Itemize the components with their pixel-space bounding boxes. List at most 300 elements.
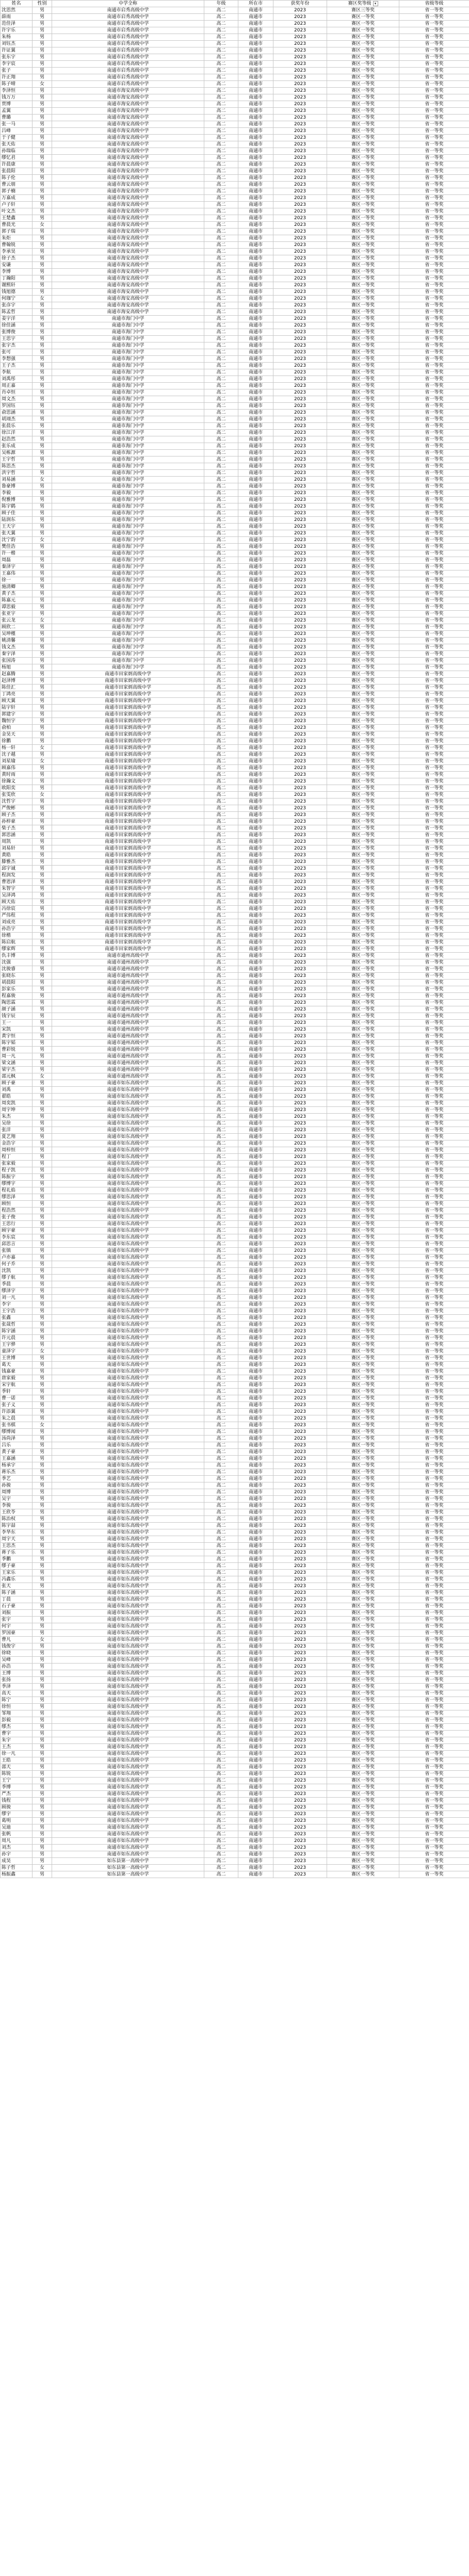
cell-region-award: 赛区一等奖 — [327, 584, 399, 591]
cell-name: 顾子佳 — [1, 510, 33, 517]
cell-name: 陈子伦 — [1, 175, 33, 182]
cell-gender: 男 — [33, 490, 52, 497]
table-row — [1, 1140, 469, 1147]
cell-grade: 高二 — [204, 423, 238, 430]
table-row — [1, 396, 469, 403]
cell-region-award: 赛区一等奖 — [327, 155, 399, 161]
cell-city: 南通市 — [238, 1650, 273, 1657]
cell-grade: 高二 — [204, 1751, 238, 1757]
cell-name: 程浩然 — [1, 1208, 33, 1214]
cell-gender: 男 — [33, 1697, 52, 1704]
header-row — [1, 1, 469, 7]
cell-province-award: 省一等奖 — [399, 148, 469, 155]
cell-grade: 高二 — [204, 1187, 238, 1194]
cell-city: 南通市 — [238, 738, 273, 745]
cell-province-award: 省一等奖 — [399, 664, 469, 671]
cell-name: 张宇杰 — [1, 343, 33, 349]
cell-province-award: 省一等奖 — [399, 1154, 469, 1161]
table-row — [1, 1248, 469, 1254]
cell-year: 2023 — [273, 1342, 327, 1348]
table-row — [1, 678, 469, 684]
cell-gender: 男 — [33, 1261, 52, 1268]
cell-gender: 男 — [33, 892, 52, 899]
cell-school: 南通市如东高级中学 — [52, 1295, 204, 1301]
cell-grade: 高二 — [204, 1033, 238, 1040]
cell-name: 张可 — [1, 349, 33, 356]
cell-school: 南通市通州高级中学 — [52, 1006, 204, 1013]
cell-grade: 高二 — [204, 302, 238, 309]
cell-province-award: 省一等奖 — [399, 416, 469, 423]
cell-city: 南通市 — [238, 886, 273, 892]
cell-year: 2023 — [273, 577, 327, 584]
cell-city: 南通市 — [238, 1127, 273, 1134]
cell-province-award: 省一等奖 — [399, 215, 469, 222]
cell-school: 南通市如东高级中学 — [52, 1516, 204, 1523]
table-row — [1, 745, 469, 752]
cell-city: 南通市 — [238, 1214, 273, 1221]
cell-city: 南通市 — [238, 671, 273, 678]
cell-school: 南通市如东高级中学 — [52, 1617, 204, 1623]
cell-province-award: 省一等奖 — [399, 249, 469, 255]
cell-name: 张子义 — [1, 1402, 33, 1409]
cell-school: 南通市海安高级中学 — [52, 289, 204, 296]
cell-region-award: 赛区一等奖 — [327, 61, 399, 68]
cell-grade: 高二 — [204, 1643, 238, 1650]
cell-gender: 女 — [33, 537, 52, 544]
cell-gender: 男 — [33, 336, 52, 343]
cell-grade: 高二 — [204, 1275, 238, 1281]
cell-region-award: 赛区一等奖 — [327, 1764, 399, 1771]
cell-year: 2023 — [273, 1020, 327, 1026]
cell-city: 南通市 — [238, 463, 273, 470]
cell-city: 南通市 — [238, 1583, 273, 1590]
cell-school: 南通市海门中学 — [52, 550, 204, 557]
cell-year: 2023 — [273, 410, 327, 416]
cell-name: 王思行 — [1, 1221, 33, 1228]
cell-city: 南通市 — [238, 7, 273, 14]
cell-gender: 女 — [33, 1422, 52, 1429]
cell-year: 2023 — [273, 1120, 327, 1127]
cell-city: 南通市 — [238, 369, 273, 376]
cell-name: 葛天 — [1, 1362, 33, 1368]
cell-gender: 男 — [33, 597, 52, 604]
cell-region-award: 赛区一等奖 — [327, 886, 399, 892]
cell-city: 南通市 — [238, 1737, 273, 1744]
cell-gender: 男 — [33, 61, 52, 68]
cell-city: 南通市 — [238, 1208, 273, 1214]
cell-name: 梁宇杰 — [1, 1067, 33, 1073]
cell-year: 2023 — [273, 135, 327, 141]
table-row — [1, 617, 469, 624]
cell-grade: 高二 — [204, 832, 238, 839]
table-row — [1, 363, 469, 369]
cell-grade: 高二 — [204, 946, 238, 953]
cell-region-award: 赛区一等奖 — [327, 1596, 399, 1603]
cell-gender: 男 — [33, 215, 52, 222]
cell-gender: 男 — [33, 1784, 52, 1791]
table-row — [1, 584, 469, 591]
cell-province-award: 省一等奖 — [399, 825, 469, 832]
cell-city: 南通市 — [238, 705, 273, 711]
cell-gender: 男 — [33, 1871, 52, 1878]
cell-name: 刘一凡 — [1, 1295, 33, 1301]
cell-school: 南通市启秀高级中学 — [52, 34, 204, 41]
cell-name: 缪子豪 — [1, 1563, 33, 1570]
cell-school: 南通市海安高级中学 — [52, 215, 204, 222]
table-row — [1, 564, 469, 570]
cell-province-award: 省一等奖 — [399, 1429, 469, 1436]
cell-school: 南通市如东高级中学 — [52, 1664, 204, 1670]
cell-year: 2023 — [273, 416, 327, 423]
cell-gender: 男 — [33, 262, 52, 269]
table-row — [1, 597, 469, 604]
cell-city: 南通市 — [238, 1402, 273, 1409]
cell-province-award: 省一等奖 — [399, 1617, 469, 1623]
cell-gender: 男 — [33, 524, 52, 530]
cell-city: 南通市 — [238, 1744, 273, 1751]
cell-gender: 男 — [33, 1657, 52, 1664]
cell-gender: 男 — [33, 1503, 52, 1509]
cell-city: 南通市 — [238, 912, 273, 919]
cell-gender: 男 — [33, 986, 52, 993]
cell-year: 2023 — [273, 423, 327, 430]
cell-city: 南通市 — [238, 1060, 273, 1067]
table-row — [1, 1127, 469, 1134]
table-row — [1, 309, 469, 316]
cell-gender: 男 — [33, 517, 52, 524]
cell-grade: 高二 — [204, 705, 238, 711]
cell-name: 徐一 — [1, 577, 33, 584]
cell-region-award: 赛区一等奖 — [327, 946, 399, 953]
cell-school: 南通市如东高级中学 — [52, 1389, 204, 1395]
cell-year: 2023 — [273, 537, 327, 544]
table-row — [1, 1603, 469, 1610]
cell-name: 李博 — [1, 269, 33, 275]
cell-province-award: 省一等奖 — [399, 1744, 469, 1751]
cell-region-award: 赛区一等奖 — [327, 322, 399, 329]
cell-year: 2023 — [273, 1389, 327, 1395]
table-row — [1, 490, 469, 497]
table-row — [1, 1301, 469, 1308]
cell-name: 张家毅 — [1, 1161, 33, 1167]
cell-province-award: 省一等奖 — [399, 1563, 469, 1570]
cell-year: 2023 — [273, 436, 327, 443]
cell-grade: 高二 — [204, 919, 238, 926]
cell-gender: 男 — [33, 1731, 52, 1737]
table-row — [1, 1368, 469, 1375]
table-row — [1, 1382, 469, 1389]
table-row — [1, 691, 469, 698]
cell-name: 冯鑫乐 — [1, 1576, 33, 1583]
cell-school: 南通市海门中学 — [52, 651, 204, 658]
cell-name: 陈锐 — [1, 1771, 33, 1778]
cell-region-award: 赛区一等奖 — [327, 383, 399, 389]
cell-name: 安谦 — [1, 262, 33, 269]
cell-region-award: 赛区一等奖 — [327, 1771, 399, 1778]
cell-year: 2023 — [273, 74, 327, 81]
cell-city: 南通市 — [238, 1221, 273, 1228]
cell-province-award: 省一等奖 — [399, 1838, 469, 1845]
cell-city: 南通市 — [238, 946, 273, 953]
cell-region-award: 赛区一等奖 — [327, 1053, 399, 1060]
cell-grade: 高二 — [204, 1503, 238, 1509]
cell-city: 南通市 — [238, 14, 273, 21]
cell-city: 南通市 — [238, 410, 273, 416]
table-row — [1, 202, 469, 208]
table-row — [1, 483, 469, 490]
cell-grade: 高二 — [204, 1087, 238, 1094]
cell-school: 南通市海安高级中学 — [52, 195, 204, 202]
cell-city: 南通市 — [238, 1436, 273, 1442]
cell-name: 徐一凡 — [1, 1751, 33, 1757]
cell-year: 2023 — [273, 711, 327, 718]
table-row — [1, 175, 469, 182]
cell-school: 南通市启秀高级中学 — [52, 47, 204, 54]
cell-school: 南通市海门中学 — [52, 483, 204, 490]
cell-name: 张鑫 — [1, 1315, 33, 1322]
cell-city: 南通市 — [238, 188, 273, 195]
cell-region-award: 赛区一等奖 — [327, 899, 399, 906]
cell-city: 南通市 — [238, 1288, 273, 1295]
cell-grade: 高二 — [204, 456, 238, 463]
cell-region-award: 赛区一等奖 — [327, 1221, 399, 1228]
cell-province-award: 省一等奖 — [399, 1328, 469, 1335]
cell-region-award: 赛区一等奖 — [327, 1040, 399, 1047]
cell-name: 滕雅杰 — [1, 859, 33, 866]
cell-gender: 男 — [33, 1724, 52, 1731]
cell-province-award: 省一等奖 — [399, 1851, 469, 1858]
cell-name: 张彦宇 — [1, 302, 33, 309]
table-row — [1, 1268, 469, 1275]
cell-name: 陈宁 — [1, 1697, 33, 1704]
cell-school: 南通市通州高级中学 — [52, 1020, 204, 1026]
cell-city: 南通市 — [238, 1429, 273, 1436]
cell-gender: 男 — [33, 577, 52, 584]
cell-city: 南通市 — [238, 1731, 273, 1737]
cell-school: 南通市如东高级中学 — [52, 1429, 204, 1436]
cell-grade: 高二 — [204, 94, 238, 101]
cell-region-award: 赛区一等奖 — [327, 416, 399, 423]
cell-year: 2023 — [273, 973, 327, 980]
table-row — [1, 1087, 469, 1094]
cell-region-award: 赛区一等奖 — [327, 564, 399, 570]
cell-city: 南通市 — [238, 1576, 273, 1583]
cell-gender: 男 — [33, 557, 52, 564]
cell-province-award: 省一等奖 — [399, 1033, 469, 1040]
cell-school: 南通市启秀高级中学 — [52, 21, 204, 27]
cell-name: 张博俊 — [1, 329, 33, 336]
cell-province-award: 省一等奖 — [399, 1643, 469, 1650]
cell-city: 南通市 — [238, 1000, 273, 1006]
cell-province-award: 省一等奖 — [399, 1080, 469, 1087]
cell-province-award: 省一等奖 — [399, 1503, 469, 1509]
table-row — [1, 912, 469, 919]
cell-school: 南通市通州高级中学 — [52, 1053, 204, 1060]
cell-grade: 高二 — [204, 463, 238, 470]
cell-year: 2023 — [273, 1482, 327, 1489]
cell-grade: 高二 — [204, 1637, 238, 1643]
cell-city: 南通市 — [238, 611, 273, 617]
cell-name: 俞思涵 — [1, 410, 33, 416]
cell-name: 周宇天 — [1, 1536, 33, 1543]
cell-grade: 高二 — [204, 544, 238, 550]
cell-region-award: 赛区一等奖 — [327, 1436, 399, 1442]
cell-region-award: 赛区一等奖 — [327, 1147, 399, 1154]
table-row — [1, 1328, 469, 1335]
cell-province-award: 省一等奖 — [399, 1295, 469, 1301]
cell-region-award: 赛区一等奖 — [327, 329, 399, 336]
cell-year: 2023 — [273, 1080, 327, 1087]
cell-school: 南通市如东高级中学 — [52, 1791, 204, 1798]
cell-year: 2023 — [273, 919, 327, 926]
cell-grade: 高二 — [204, 1047, 238, 1053]
table-row — [1, 1389, 469, 1395]
table-row — [1, 557, 469, 564]
cell-year: 2023 — [273, 1348, 327, 1355]
table-row — [1, 604, 469, 611]
cell-region-award: 赛区一等奖 — [327, 1288, 399, 1295]
cell-city: 南通市 — [238, 1120, 273, 1127]
cell-gender: 男 — [33, 1764, 52, 1771]
cell-year: 2023 — [273, 805, 327, 812]
cell-school: 南通市如东高级中学 — [52, 1308, 204, 1315]
cell-year: 2023 — [273, 557, 327, 564]
cell-city: 南通市 — [238, 664, 273, 671]
cell-region-award: 赛区一等奖 — [327, 752, 399, 758]
cell-school: 南通市如东高级中学 — [52, 1543, 204, 1550]
cell-city: 南通市 — [238, 1690, 273, 1697]
table-row — [1, 544, 469, 550]
table-row — [1, 1596, 469, 1603]
table-row — [1, 477, 469, 483]
cell-province-award: 省一等奖 — [399, 798, 469, 805]
cell-city: 南通市 — [238, 1570, 273, 1576]
cell-name: 陶思霖 — [1, 1000, 33, 1006]
cell-city: 南通市 — [238, 892, 273, 899]
cell-school: 南通市田家炳高级中学 — [52, 698, 204, 705]
cell-school: 南通市田家炳高级中学 — [52, 805, 204, 812]
cell-name: 王嘉伟 — [1, 570, 33, 577]
table-row — [1, 61, 469, 68]
cell-gender: 男 — [33, 1751, 52, 1757]
cell-year: 2023 — [273, 517, 327, 524]
cell-province-award: 省一等奖 — [399, 544, 469, 550]
cell-year: 2023 — [273, 1630, 327, 1637]
cell-grade: 高二 — [204, 886, 238, 892]
cell-grade: 高二 — [204, 1409, 238, 1415]
cell-name: 冯徐宸 — [1, 906, 33, 912]
cell-gender: 男 — [33, 698, 52, 705]
cell-name: 万嘉成 — [1, 195, 33, 202]
cell-name: 陈子晴 — [1, 81, 33, 88]
cell-grade: 高二 — [204, 1543, 238, 1550]
cell-gender: 男 — [33, 1824, 52, 1831]
cell-region-award: 赛区一等奖 — [327, 1308, 399, 1315]
cell-year: 2023 — [273, 1865, 327, 1871]
table-row — [1, 537, 469, 544]
cell-year: 2023 — [273, 1623, 327, 1630]
cell-province-award: 省一等奖 — [399, 1395, 469, 1402]
cell-province-award: 省一等奖 — [399, 684, 469, 691]
cell-school: 南通市如东高级中学 — [52, 1710, 204, 1717]
cell-province-award: 省一等奖 — [399, 718, 469, 725]
cell-year: 2023 — [273, 1094, 327, 1100]
cell-region-award: 赛区一等奖 — [327, 1831, 399, 1838]
cell-region-award: 赛区一等奖 — [327, 1496, 399, 1503]
cell-region-award: 赛区一等奖 — [327, 235, 399, 242]
cell-name: 贾博 — [1, 101, 33, 108]
cell-school: 南通市海安高级中学 — [52, 249, 204, 255]
table-row — [1, 1442, 469, 1449]
cell-province-award: 省一等奖 — [399, 182, 469, 188]
cell-school: 南通市如东高级中学 — [52, 1536, 204, 1543]
cell-gender: 男 — [33, 1798, 52, 1804]
cell-name: 梁文涵 — [1, 1060, 33, 1067]
cell-year: 2023 — [273, 41, 327, 47]
cell-gender: 男 — [33, 27, 52, 34]
table-row — [1, 1798, 469, 1804]
cell-year: 2023 — [273, 88, 327, 94]
cell-region-award: 赛区一等奖 — [327, 1650, 399, 1657]
cell-name: 王思宇 — [1, 336, 33, 343]
cell-grade: 高二 — [204, 1630, 238, 1637]
cell-gender: 女 — [33, 1073, 52, 1080]
cell-year: 2023 — [273, 161, 327, 168]
cell-province-award: 省一等奖 — [399, 470, 469, 477]
cell-school: 南通市海门中学 — [52, 644, 204, 651]
table-row — [1, 275, 469, 282]
cell-name: 钱程 — [1, 1798, 33, 1804]
cell-province-award: 省一等奖 — [399, 329, 469, 336]
cell-name: 张晨阳 — [1, 168, 33, 175]
cell-city: 南通市 — [238, 68, 273, 74]
cell-school: 南通市如东高级中学 — [52, 1194, 204, 1201]
table-row — [1, 959, 469, 966]
cell-region-award: 赛区一等奖 — [327, 1523, 399, 1529]
cell-city: 南通市 — [238, 859, 273, 866]
cell-school: 南通市如东高级中学 — [52, 1147, 204, 1154]
cell-city: 南通市 — [238, 524, 273, 530]
cell-year: 2023 — [273, 27, 327, 34]
cell-grade: 高二 — [204, 363, 238, 369]
cell-name: 石子豪 — [1, 1603, 33, 1610]
cell-name: 李骏 — [1, 1503, 33, 1509]
cell-gender: 男 — [33, 68, 52, 74]
cell-region-award: 赛区一等奖 — [327, 1623, 399, 1630]
cell-grade: 高二 — [204, 1456, 238, 1462]
cell-school: 南通市田家炳高级中学 — [52, 671, 204, 678]
cell-city: 南通市 — [238, 343, 273, 349]
cell-school: 南通市海门中学 — [52, 617, 204, 624]
cell-gender: 男 — [33, 772, 52, 778]
table-row — [1, 1550, 469, 1556]
cell-year: 2023 — [273, 1523, 327, 1529]
filter-dropdown-icon[interactable]: ▾ — [373, 1, 378, 6]
cell-year: 2023 — [273, 182, 327, 188]
cell-province-award: 省一等奖 — [399, 128, 469, 135]
cell-gender: 男 — [33, 14, 52, 21]
cell-region-award: 赛区一等奖 — [327, 1060, 399, 1067]
cell-grade: 高二 — [204, 1449, 238, 1456]
cell-year: 2023 — [273, 389, 327, 396]
cell-name: 宋凯 — [1, 1026, 33, 1033]
cell-city: 南通市 — [238, 899, 273, 906]
cell-province-award: 省一等奖 — [399, 1630, 469, 1637]
table-row — [1, 1275, 469, 1281]
cell-school: 南通市如东高级中学 — [52, 1610, 204, 1617]
cell-name: 叶文杰 — [1, 208, 33, 215]
cell-grade: 高二 — [204, 1241, 238, 1248]
